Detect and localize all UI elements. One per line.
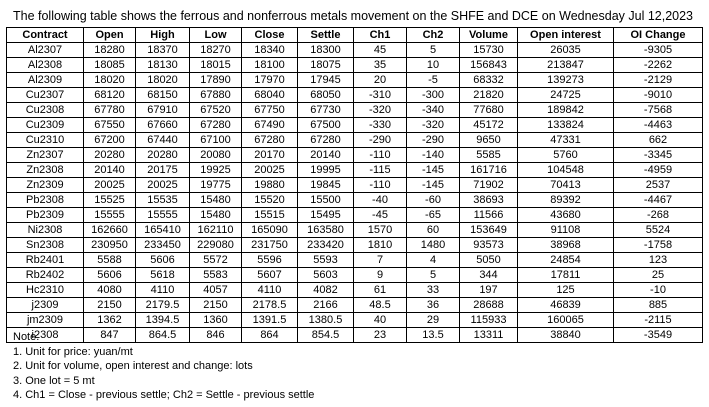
cell-high: 18370 [136, 43, 190, 58]
cell-ch2: 10 [407, 58, 460, 73]
cell-contract: Al2309 [7, 73, 84, 88]
cell-open: 15555 [84, 208, 136, 223]
cell-volume: 11566 [460, 208, 518, 223]
cell-open: 2150 [84, 298, 136, 313]
cell-settle: 18300 [298, 43, 354, 58]
cell-open: 18020 [84, 73, 136, 88]
cell-contract: Al2307 [7, 43, 84, 58]
cell-high: 18130 [136, 58, 190, 73]
cell-oi-change: -7568 [614, 103, 703, 118]
cell-settle: 2166 [298, 298, 354, 313]
table-row [7, 208, 703, 223]
cell-close: 864 [242, 328, 298, 343]
cell-high: 20280 [136, 148, 190, 163]
cell-ch1: -310 [354, 88, 407, 103]
cell-close: 20170 [242, 148, 298, 163]
cell-contract: jm2309 [7, 313, 84, 328]
cell-oi-change: 123 [614, 253, 703, 268]
cell-ch2: 5 [407, 43, 460, 58]
notes-heading: Note: [13, 331, 40, 343]
cell-open-interest: 38968 [518, 238, 614, 253]
cell-ch1: 35 [354, 58, 407, 73]
cell-settle: 4082 [298, 283, 354, 298]
cell-close: 18100 [242, 58, 298, 73]
cell-open-interest: 104548 [518, 163, 614, 178]
cell-open-interest: 26035 [518, 43, 614, 58]
cell-volume: 77680 [460, 103, 518, 118]
cell-high: 68150 [136, 88, 190, 103]
cell-ch1: 45 [354, 43, 407, 58]
cell-low: 20080 [190, 148, 242, 163]
cell-low: 15480 [190, 208, 242, 223]
table-row [7, 178, 703, 193]
cell-settle: 67500 [298, 118, 354, 133]
cell-volume: 344 [460, 268, 518, 283]
cell-open: 847 [84, 328, 136, 343]
cell-oi-change: 662 [614, 133, 703, 148]
cell-ch1: -110 [354, 178, 407, 193]
cell-high: 5606 [136, 253, 190, 268]
cell-close: 231750 [242, 238, 298, 253]
cell-open-interest: 5760 [518, 148, 614, 163]
cell-contract: i2308 [7, 328, 84, 343]
cell-open-interest: 133824 [518, 118, 614, 133]
cell-ch2: -60 [407, 193, 460, 208]
cell-high: 4110 [136, 283, 190, 298]
cell-close: 5607 [242, 268, 298, 283]
cell-low: 229080 [190, 238, 242, 253]
cell-low: 17890 [190, 73, 242, 88]
cell-contract: Cu2309 [7, 118, 84, 133]
table-row [7, 163, 703, 178]
cell-open: 67780 [84, 103, 136, 118]
table-row [7, 193, 703, 208]
cell-ch1: 48.5 [354, 298, 407, 313]
cell-ch1: -115 [354, 163, 407, 178]
table-row [7, 58, 703, 73]
cell-open-interest: 91108 [518, 223, 614, 238]
cell-contract: Zn2308 [7, 163, 84, 178]
cell-open-interest: 213847 [518, 58, 614, 73]
cell-volume: 153649 [460, 223, 518, 238]
cell-open-interest: 160065 [518, 313, 614, 328]
cell-contract: Rb2401 [7, 253, 84, 268]
cell-contract: Hc2310 [7, 283, 84, 298]
cell-ch1: -330 [354, 118, 407, 133]
cell-volume: 15730 [460, 43, 518, 58]
cell-ch1: -320 [354, 103, 407, 118]
table-row [7, 238, 703, 253]
cell-open: 67550 [84, 118, 136, 133]
cell-open: 20140 [84, 163, 136, 178]
cell-open-interest: 70413 [518, 178, 614, 193]
cell-volume: 156843 [460, 58, 518, 73]
cell-low: 1360 [190, 313, 242, 328]
cell-volume: 5050 [460, 253, 518, 268]
cell-high: 864.5 [136, 328, 190, 343]
column-header-open-interest: Open interest [518, 28, 614, 43]
cell-open: 5606 [84, 268, 136, 283]
cell-open: 20280 [84, 148, 136, 163]
cell-high: 67910 [136, 103, 190, 118]
column-header-oi-change: OI Change [614, 28, 703, 43]
table-row [7, 43, 703, 58]
cell-low: 67100 [190, 133, 242, 148]
cell-volume: 28688 [460, 298, 518, 313]
cell-oi-change: -2262 [614, 58, 703, 73]
cell-close: 68040 [242, 88, 298, 103]
cell-ch2: -5 [407, 73, 460, 88]
cell-oi-change: -9010 [614, 88, 703, 103]
cell-volume: 93573 [460, 238, 518, 253]
cell-open: 4080 [84, 283, 136, 298]
page-title: The following table shows the ferrous and nonferrous metals movement on the SHFE and DCE on Wednesday Jul 12,2023 [13, 9, 694, 23]
table-row [7, 88, 703, 103]
cell-open: 20025 [84, 178, 136, 193]
cell-oi-change: 25 [614, 268, 703, 283]
cell-open-interest: 24725 [518, 88, 614, 103]
column-header-close: Close [242, 28, 298, 43]
column-header-low: Low [190, 28, 242, 43]
cell-settle: 1380.5 [298, 313, 354, 328]
cell-settle: 5593 [298, 253, 354, 268]
cell-low: 67280 [190, 118, 242, 133]
cell-volume: 13311 [460, 328, 518, 343]
cell-ch2: -140 [407, 148, 460, 163]
cell-ch2: -145 [407, 163, 460, 178]
table-row [7, 73, 703, 88]
note-volume-unit: 2. Unit for volume, open interest and change: lots [13, 360, 253, 372]
cell-volume: 68332 [460, 73, 518, 88]
cell-ch2: 36 [407, 298, 460, 313]
note-price-unit: 1. Unit for price: yuan/mt [13, 345, 133, 358]
cell-oi-change: -3345 [614, 148, 703, 163]
cell-low: 5572 [190, 253, 242, 268]
cell-close: 1391.5 [242, 313, 298, 328]
cell-ch2: 4 [407, 253, 460, 268]
cell-high: 67440 [136, 133, 190, 148]
cell-low: 15480 [190, 193, 242, 208]
cell-close: 15515 [242, 208, 298, 223]
cell-open: 15525 [84, 193, 136, 208]
cell-close: 67280 [242, 133, 298, 148]
cell-close: 5596 [242, 253, 298, 268]
cell-oi-change: 5524 [614, 223, 703, 238]
cell-oi-change: -10 [614, 283, 703, 298]
cell-contract: Sn2308 [7, 238, 84, 253]
cell-open: 162660 [84, 223, 136, 238]
table-header-row [7, 28, 703, 43]
cell-high: 165410 [136, 223, 190, 238]
cell-oi-change: -4463 [614, 118, 703, 133]
cell-contract: Cu2307 [7, 88, 84, 103]
column-header-open: Open [84, 28, 136, 43]
table-row [7, 148, 703, 163]
cell-high: 20175 [136, 163, 190, 178]
cell-oi-change: -268 [614, 208, 703, 223]
cell-contract: Cu2310 [7, 133, 84, 148]
table-row [7, 268, 703, 283]
cell-open: 5588 [84, 253, 136, 268]
cell-low: 19775 [190, 178, 242, 193]
cell-volume: 21820 [460, 88, 518, 103]
cell-settle: 18075 [298, 58, 354, 73]
cell-contract: Al2308 [7, 58, 84, 73]
table-row [7, 298, 703, 313]
column-header-ch1: Ch1 [354, 28, 407, 43]
cell-open-interest: 38840 [518, 328, 614, 343]
cell-low: 18270 [190, 43, 242, 58]
cell-close: 20025 [242, 163, 298, 178]
cell-volume: 197 [460, 283, 518, 298]
cell-open: 67200 [84, 133, 136, 148]
cell-oi-change: -4467 [614, 193, 703, 208]
cell-low: 4057 [190, 283, 242, 298]
column-header-contract: Contract [7, 28, 84, 43]
cell-ch2: 13.5 [407, 328, 460, 343]
cell-low: 5583 [190, 268, 242, 283]
cell-ch1: 23 [354, 328, 407, 343]
cell-low: 2150 [190, 298, 242, 313]
cell-high: 233450 [136, 238, 190, 253]
cell-contract: j2309 [7, 298, 84, 313]
cell-settle: 19995 [298, 163, 354, 178]
cell-open: 18085 [84, 58, 136, 73]
cell-settle: 67280 [298, 133, 354, 148]
cell-contract: Pb2309 [7, 208, 84, 223]
cell-ch1: 1810 [354, 238, 407, 253]
cell-high: 2179.5 [136, 298, 190, 313]
cell-ch1: -40 [354, 193, 407, 208]
table-row [7, 313, 703, 328]
column-header-ch2: Ch2 [407, 28, 460, 43]
cell-volume: 38693 [460, 193, 518, 208]
cell-high: 18020 [136, 73, 190, 88]
cell-high: 15555 [136, 208, 190, 223]
cell-open-interest: 24854 [518, 253, 614, 268]
cell-contract: Zn2307 [7, 148, 84, 163]
cell-oi-change: -3549 [614, 328, 703, 343]
cell-settle: 15495 [298, 208, 354, 223]
cell-ch2: 33 [407, 283, 460, 298]
cell-contract: Cu2308 [7, 103, 84, 118]
cell-ch2: -320 [407, 118, 460, 133]
cell-settle: 17945 [298, 73, 354, 88]
column-header-high: High [136, 28, 190, 43]
table-body [7, 43, 703, 343]
cell-oi-change: -9305 [614, 43, 703, 58]
cell-close: 17970 [242, 73, 298, 88]
cell-oi-change: 885 [614, 298, 703, 313]
cell-settle: 19845 [298, 178, 354, 193]
cell-settle: 67730 [298, 103, 354, 118]
cell-settle: 68050 [298, 88, 354, 103]
cell-ch1: 9 [354, 268, 407, 283]
cell-close: 67490 [242, 118, 298, 133]
cell-ch2: -145 [407, 178, 460, 193]
cell-high: 5618 [136, 268, 190, 283]
cell-open-interest: 139273 [518, 73, 614, 88]
cell-low: 67520 [190, 103, 242, 118]
table-row [7, 283, 703, 298]
cell-open: 1362 [84, 313, 136, 328]
column-header-settle: Settle [298, 28, 354, 43]
cell-open-interest: 43680 [518, 208, 614, 223]
metals-movement-table [6, 27, 703, 343]
cell-ch2: -340 [407, 103, 460, 118]
cell-open-interest: 89392 [518, 193, 614, 208]
cell-ch2: 5 [407, 268, 460, 283]
table-row [7, 133, 703, 148]
note-lot-size: 3. One lot = 5 mt [13, 374, 95, 387]
cell-high: 20025 [136, 178, 190, 193]
cell-open: 18280 [84, 43, 136, 58]
cell-ch2: 29 [407, 313, 460, 328]
cell-ch2: 60 [407, 223, 460, 238]
cell-oi-change: -2129 [614, 73, 703, 88]
cell-open: 230950 [84, 238, 136, 253]
cell-oi-change: -4959 [614, 163, 703, 178]
cell-low: 67880 [190, 88, 242, 103]
cell-ch1: 20 [354, 73, 407, 88]
cell-close: 15520 [242, 193, 298, 208]
note-change-definition: 4. Ch1 = Close - previous settle; Ch2 = Settle - previous settle [13, 389, 315, 401]
cell-oi-change: -1758 [614, 238, 703, 253]
cell-settle: 854.5 [298, 328, 354, 343]
notes-section [13, 330, 314, 403]
cell-high: 15535 [136, 193, 190, 208]
cell-open-interest: 46839 [518, 298, 614, 313]
cell-settle: 20140 [298, 148, 354, 163]
cell-ch1: 1570 [354, 223, 407, 238]
cell-ch2: 1480 [407, 238, 460, 253]
cell-low: 19925 [190, 163, 242, 178]
cell-oi-change: -2115 [614, 313, 703, 328]
cell-high: 1394.5 [136, 313, 190, 328]
cell-ch2: -300 [407, 88, 460, 103]
cell-open-interest: 125 [518, 283, 614, 298]
cell-low: 162110 [190, 223, 242, 238]
cell-open-interest: 47331 [518, 133, 614, 148]
cell-ch1: 7 [354, 253, 407, 268]
cell-low: 18015 [190, 58, 242, 73]
cell-high: 67660 [136, 118, 190, 133]
cell-close: 19880 [242, 178, 298, 193]
cell-contract: Pb2308 [7, 193, 84, 208]
table-row [7, 253, 703, 268]
cell-contract: Rb2402 [7, 268, 84, 283]
column-header-volume: Volume [460, 28, 518, 43]
cell-volume: 45172 [460, 118, 518, 133]
cell-oi-change: 2537 [614, 178, 703, 193]
cell-close: 2178.5 [242, 298, 298, 313]
cell-volume: 9650 [460, 133, 518, 148]
cell-settle: 163580 [298, 223, 354, 238]
cell-ch1: -110 [354, 148, 407, 163]
cell-settle: 233420 [298, 238, 354, 253]
cell-settle: 15500 [298, 193, 354, 208]
cell-ch1: -45 [354, 208, 407, 223]
cell-open: 68120 [84, 88, 136, 103]
cell-close: 165090 [242, 223, 298, 238]
cell-ch1: -290 [354, 133, 407, 148]
table-row [7, 103, 703, 118]
cell-ch1: 40 [354, 313, 407, 328]
table-row [7, 223, 703, 238]
cell-volume: 71902 [460, 178, 518, 193]
cell-open-interest: 17811 [518, 268, 614, 283]
cell-contract: Zn2309 [7, 178, 84, 193]
cell-ch1: 61 [354, 283, 407, 298]
cell-settle: 5603 [298, 268, 354, 283]
table-row [7, 118, 703, 133]
cell-close: 4110 [242, 283, 298, 298]
cell-close: 18340 [242, 43, 298, 58]
cell-ch2: -290 [407, 133, 460, 148]
cell-open-interest: 189842 [518, 103, 614, 118]
cell-contract: Ni2308 [7, 223, 84, 238]
cell-volume: 115933 [460, 313, 518, 328]
cell-low: 846 [190, 328, 242, 343]
cell-volume: 161716 [460, 163, 518, 178]
cell-volume: 5585 [460, 148, 518, 163]
cell-close: 67750 [242, 103, 298, 118]
cell-ch2: -65 [407, 208, 460, 223]
